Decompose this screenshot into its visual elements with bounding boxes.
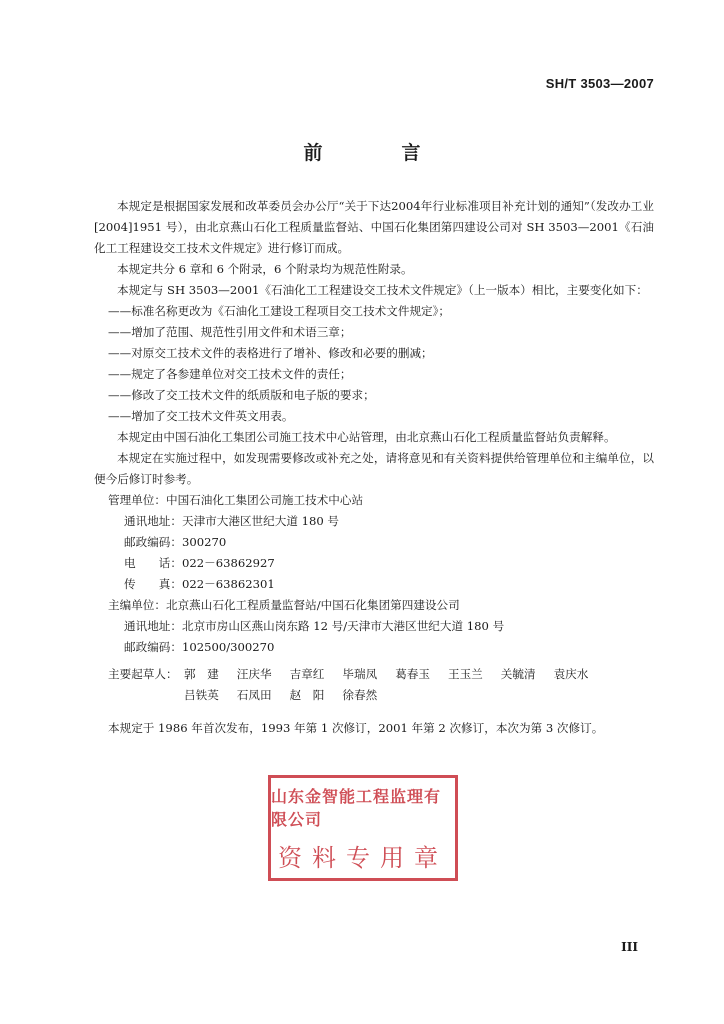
revision-history: 本规定于 1986 年首次发布，1993 年第 1 次修订，2001 年第 2 次修订，本次为第 3 次修订。 [108, 721, 604, 735]
editor-postcode-value: 102500/300270 [181, 640, 275, 654]
change-item: ——对原交工技术文件的表格进行了增补、修改和必要的删减； [108, 346, 433, 360]
drafter-name: 袁庆水 [553, 667, 589, 681]
drafters-names [184, 664, 654, 706]
drafter-name: 王玉兰 [447, 667, 483, 681]
editor-address-value: 北京市房山区燕山岗东路 12 号/天津市大港区世纪大道 180 号 [181, 619, 505, 633]
drafter-name: 吉章红 [289, 667, 325, 681]
page-number: III [621, 940, 638, 954]
editor-unit-label: 主编单位： [108, 598, 166, 612]
editor-info [94, 595, 654, 658]
drafters-row [94, 664, 654, 706]
changes-list [94, 301, 654, 427]
paragraph-feedback: 本规定在实施过程中，如发现需要修改或补充之处，请将意见和有关资料提供给管理单位和主编单位，以便今后修订时参考。 [94, 451, 654, 486]
editor-postcode-label: 邮政编码： [124, 640, 182, 654]
paragraph-basis: 本规定是根据国家发展和改革委员会办公厅“关于下达2004年行业标准项目补充计划的通知”（发改办工业[2004]1951 号），由北京燕山石化工程质量监督站、中国石化集团第四建设公司对 SH 3503—2001《石油化工工程建设交工技术文件规定》进行修订而成。 [94, 199, 654, 255]
management-postcode-label: 邮政编码： [124, 535, 182, 549]
paragraph-comparison: 本规定与 SH 3503—2001《石油化工工程建设交工技术文件规定》（上一版本）相比，主要变化如下： [117, 283, 648, 297]
drafters-label: 主要起草人： [108, 667, 178, 681]
drafter-name: 汪庆华 [236, 667, 272, 681]
management-info [94, 490, 654, 595]
seal-company-name: 山东金智能工程监理有限公司 [271, 786, 442, 829]
change-item: ——修改了交工技术文件的纸质版和电子版的要求； [108, 388, 375, 402]
management-phone-row [94, 553, 654, 574]
management-fax-label: 传 真： [124, 577, 182, 591]
seal-purpose: 资料专用章 [278, 843, 448, 872]
management-unit-value: 中国石油化工集团公司施工技术中心站 [165, 493, 364, 507]
management-fax-row [94, 574, 654, 595]
company-seal-stamp [268, 775, 458, 881]
drafter-name: 徐春然 [342, 688, 378, 702]
management-unit-row [94, 490, 654, 511]
management-address-value: 天津市大港区世纪大道 180 号 [181, 514, 340, 528]
section-title: 前 言 [303, 142, 451, 164]
drafter-name: 石凤田 [236, 688, 272, 702]
document-code: SH/T 3503—2007 [545, 76, 654, 91]
management-unit-label: 管理单位： [108, 493, 166, 507]
document-body [94, 196, 654, 739]
editor-unit-value: 北京燕山石化工程质量监督站/中国石化集团第四建设公司 [165, 598, 460, 612]
drafter-name: 吕铁英 [184, 688, 219, 702]
editor-unit-row [94, 595, 654, 616]
management-fax-value: 022－63862301 [181, 577, 275, 591]
management-postcode-row [94, 532, 654, 553]
management-address-row [94, 511, 654, 532]
editor-address-row [94, 616, 654, 637]
paragraph-structure: 本规定共分 6 章和 6 个附录，6 个附录均为规范性附录。 [117, 262, 413, 276]
change-item: ——规定了各参建单位对交工技术文件的责任； [108, 367, 352, 381]
change-item: ——增加了范围、规范性引用文件和术语三章； [108, 325, 352, 339]
paragraph-management: 本规定由中国石油化工集团公司施工技术中心站管理，由北京燕山石化工程质量监督站负责解释。 [117, 430, 616, 444]
editor-address-label: 通讯地址： [124, 619, 182, 633]
drafter-name: 赵 阳 [289, 688, 325, 702]
drafter-name: 郭 建 [184, 667, 219, 681]
management-postcode-value: 300270 [181, 535, 227, 549]
drafter-name: 关毓清 [500, 667, 536, 681]
drafter-name: 毕瑞凤 [342, 667, 378, 681]
change-item: ——增加了交工技术文件英文用表。 [108, 409, 294, 423]
editor-postcode-row [94, 637, 654, 658]
change-item: ——标准名称更改为《石油化工建设工程项目交工技术文件规定》； [108, 304, 451, 318]
drafter-name: 葛春玉 [395, 667, 430, 681]
management-address-label: 通讯地址： [124, 514, 182, 528]
management-phone-value: 022－63862927 [181, 556, 275, 570]
management-phone-label: 电 话： [124, 556, 182, 570]
